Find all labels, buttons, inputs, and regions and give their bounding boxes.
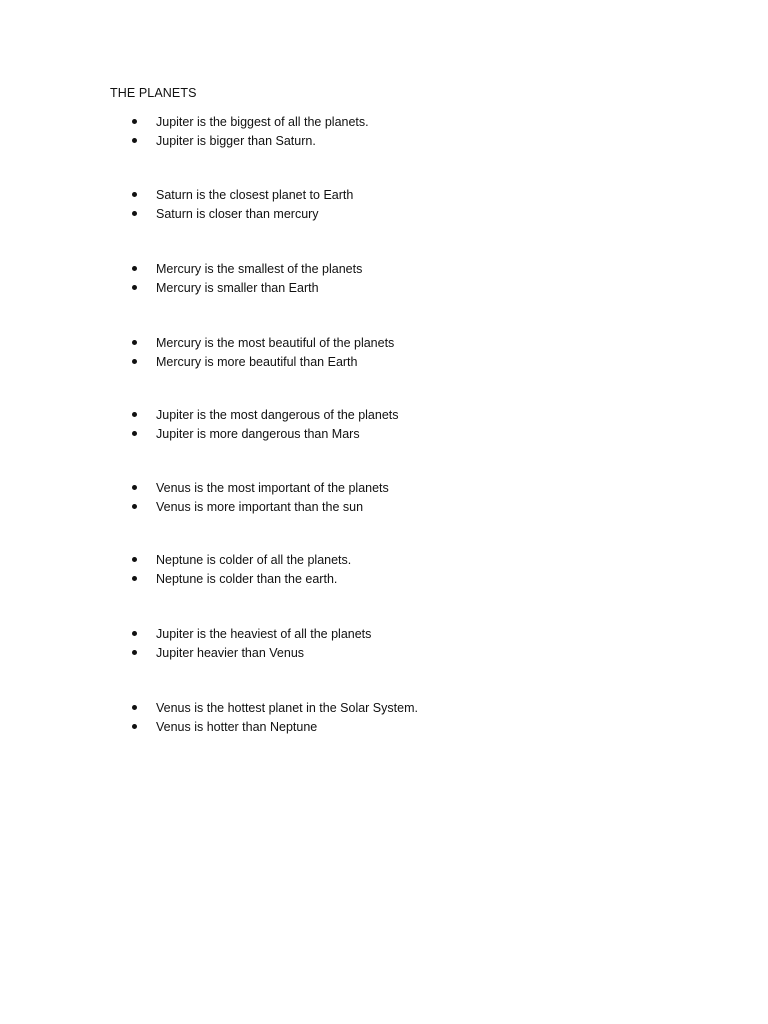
bullet-icon	[132, 425, 138, 443]
list-item	[0, 425, 768, 443]
list-item	[0, 279, 768, 297]
list-item	[0, 699, 768, 717]
bullet-icon	[132, 625, 138, 643]
bullet-icon	[132, 205, 138, 223]
document-title: THE PLANETS	[110, 86, 197, 100]
list-item	[0, 260, 768, 278]
list-item	[0, 644, 768, 662]
list-item-text: Venus is the most important of the planets	[156, 481, 389, 495]
bullet-icon	[132, 699, 138, 717]
list-item	[0, 551, 768, 569]
bullet-icon	[132, 279, 138, 297]
bullet-icon	[132, 406, 138, 424]
list-item-text: Jupiter is the most dangerous of the planets	[156, 408, 399, 422]
list-item	[0, 205, 768, 223]
bullet-icon	[132, 353, 138, 371]
list-item-text: Venus is the hottest planet in the Solar System.	[156, 701, 418, 715]
list-item	[0, 186, 768, 204]
list-item-text: Saturn is the closest planet to Earth	[156, 188, 354, 202]
bullet-icon	[132, 132, 138, 150]
list-item-text: Jupiter heavier than Venus	[156, 646, 305, 660]
bullet-icon	[132, 644, 138, 662]
list-item-text: Mercury is smaller than Earth	[156, 281, 319, 295]
list-item	[0, 353, 768, 371]
list-item	[0, 625, 768, 643]
list-item-text: Jupiter is more dangerous than Mars	[156, 427, 360, 441]
list-item-text: Jupiter is bigger than Saturn.	[156, 134, 316, 148]
list-item-text: Venus is hotter than Neptune	[156, 720, 318, 734]
list-item-text: Neptune is colder than the earth.	[156, 572, 338, 586]
list-item-text: Jupiter is the biggest of all the planets.	[156, 115, 369, 129]
bullet-icon	[132, 718, 138, 736]
bullet-icon	[132, 186, 138, 204]
bullet-icon	[132, 479, 138, 497]
bullet-icon	[132, 113, 138, 131]
list-item-text: Venus is more important than the sun	[156, 500, 364, 514]
list-item	[0, 479, 768, 497]
list-item-text: Mercury is the smallest of the planets	[156, 262, 363, 276]
list-item	[0, 718, 768, 736]
list-item-text: Mercury is the most beautiful of the planets	[156, 336, 395, 350]
list-item-text: Neptune is colder of all the planets.	[156, 553, 352, 567]
list-item	[0, 113, 768, 131]
bullet-icon	[132, 334, 138, 352]
bullet-icon	[132, 570, 138, 588]
bullet-icon	[132, 498, 138, 516]
list-item-text: Saturn is closer than mercury	[156, 207, 319, 221]
list-item	[0, 498, 768, 516]
list-item	[0, 132, 768, 150]
bullet-icon	[132, 551, 138, 569]
list-item	[0, 406, 768, 424]
list-item	[0, 570, 768, 588]
list-item-text: Jupiter is the heaviest of all the planets	[156, 627, 372, 641]
list-item	[0, 334, 768, 352]
list-item-text: Mercury is more beautiful than Earth	[156, 355, 358, 369]
bullet-icon	[132, 260, 138, 278]
